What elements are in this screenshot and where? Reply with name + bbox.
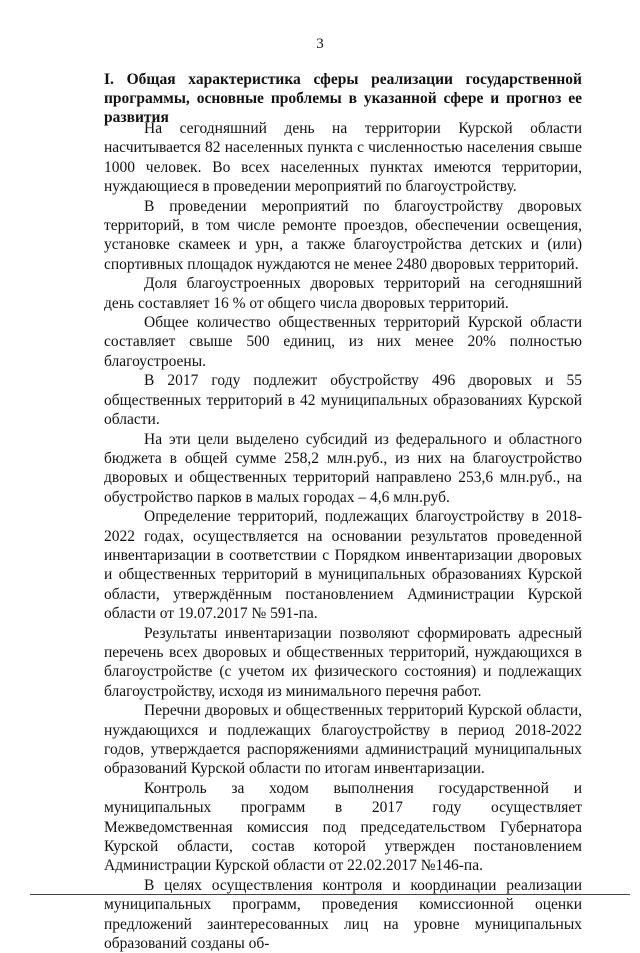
- paragraph: В целях осуществления контроля и координации реализации муниципальных программ, проведения комиссионной оценки предложений заинтересованных лиц на уровне муниципальных образований созданы об-: [104, 876, 582, 953]
- paragraph: Общее количество общественных территорий Курской области составляет свыше 500 единиц, из них менее 20% полностью благоустроены.: [104, 314, 582, 370]
- paragraph: На эти цели выделено субсидий из федерального и областного бюджета в общей сумме 258,2 млн.руб., из них на благоустройство дворовых и общественных территорий направлено 253,6 млн.руб., на обустройство парков в малых городах – 4,6 млн.руб.: [104, 430, 582, 506]
- paragraph: Контроль за ходом выполнения государственной и муниципальных программ в 2017 году осуществляет Межведомственная комиссия под председательством Губернатора Курской области, состав которой утвержден постановлением Администрации Курской области от 22.02.2017 №146-па.: [104, 779, 582, 875]
- document-body: [104, 119, 582, 953]
- section-heading: I. Общая характеристика сферы реализации государственной программы, основные проблемы в указанной сфере и прогноз ее развития: [104, 71, 582, 126]
- paragraph: Доля благоустроенных дворовых территорий на сегодняшний день составляет 16 % от общего числа дворовых территорий.: [104, 275, 582, 312]
- page-number: 3: [316, 36, 324, 52]
- paragraph: На сегодняшний день на территории Курской области насчитывается 82 населенных пункта с численностью населения свыше 1000 человек. Во всех населенных пунктах имеются территории, нуждающиеся в проведении мероприятий по благоустройству.: [104, 120, 582, 196]
- paragraph: Определение территорий, подлежащих благоустройству в 2018-2022 годах, осуществляется на основании результатов проведенной инвентаризации в соответствии с Порядком инвентаризации дворовых и общественных территорий в муниципальных образованиях Курской области, утверждённым постановлением Администрации Курской области от 19.07.2017 № 591-па.: [104, 508, 582, 623]
- paragraph: Перечни дворовых и общественных территорий Курской области, нуждающихся и подлежащих благоустройству в период 2018-2022 годов, утверждается распоряжениями администраций муниципальных образований Курской области по итогам инвентаризации.: [104, 702, 582, 778]
- page-bottom-edge: [30, 894, 630, 895]
- paragraph: В проведении мероприятий по благоустройству дворовых территорий, в том числе ремонте проездов, обеспечении освещения, установке скамеек и урн, а также благоустройства детских и (или) спортивных площадок нуждаются не менее 2480 дворовых территорий.: [104, 197, 582, 273]
- paragraph: Результаты инвентаризации позволяют сформировать адресный перечень всех дворовых и общественных территорий, нуждающихся в благоустройстве (с учетом их физического состояния) и подлежащих благоустройству, исходя из минимального перечня работ.: [104, 624, 582, 700]
- paragraph: В 2017 году подлежит обустройству 496 дворовых и 55 общественных территорий в 42 муниципальных образованиях Курской области.: [104, 372, 582, 429]
